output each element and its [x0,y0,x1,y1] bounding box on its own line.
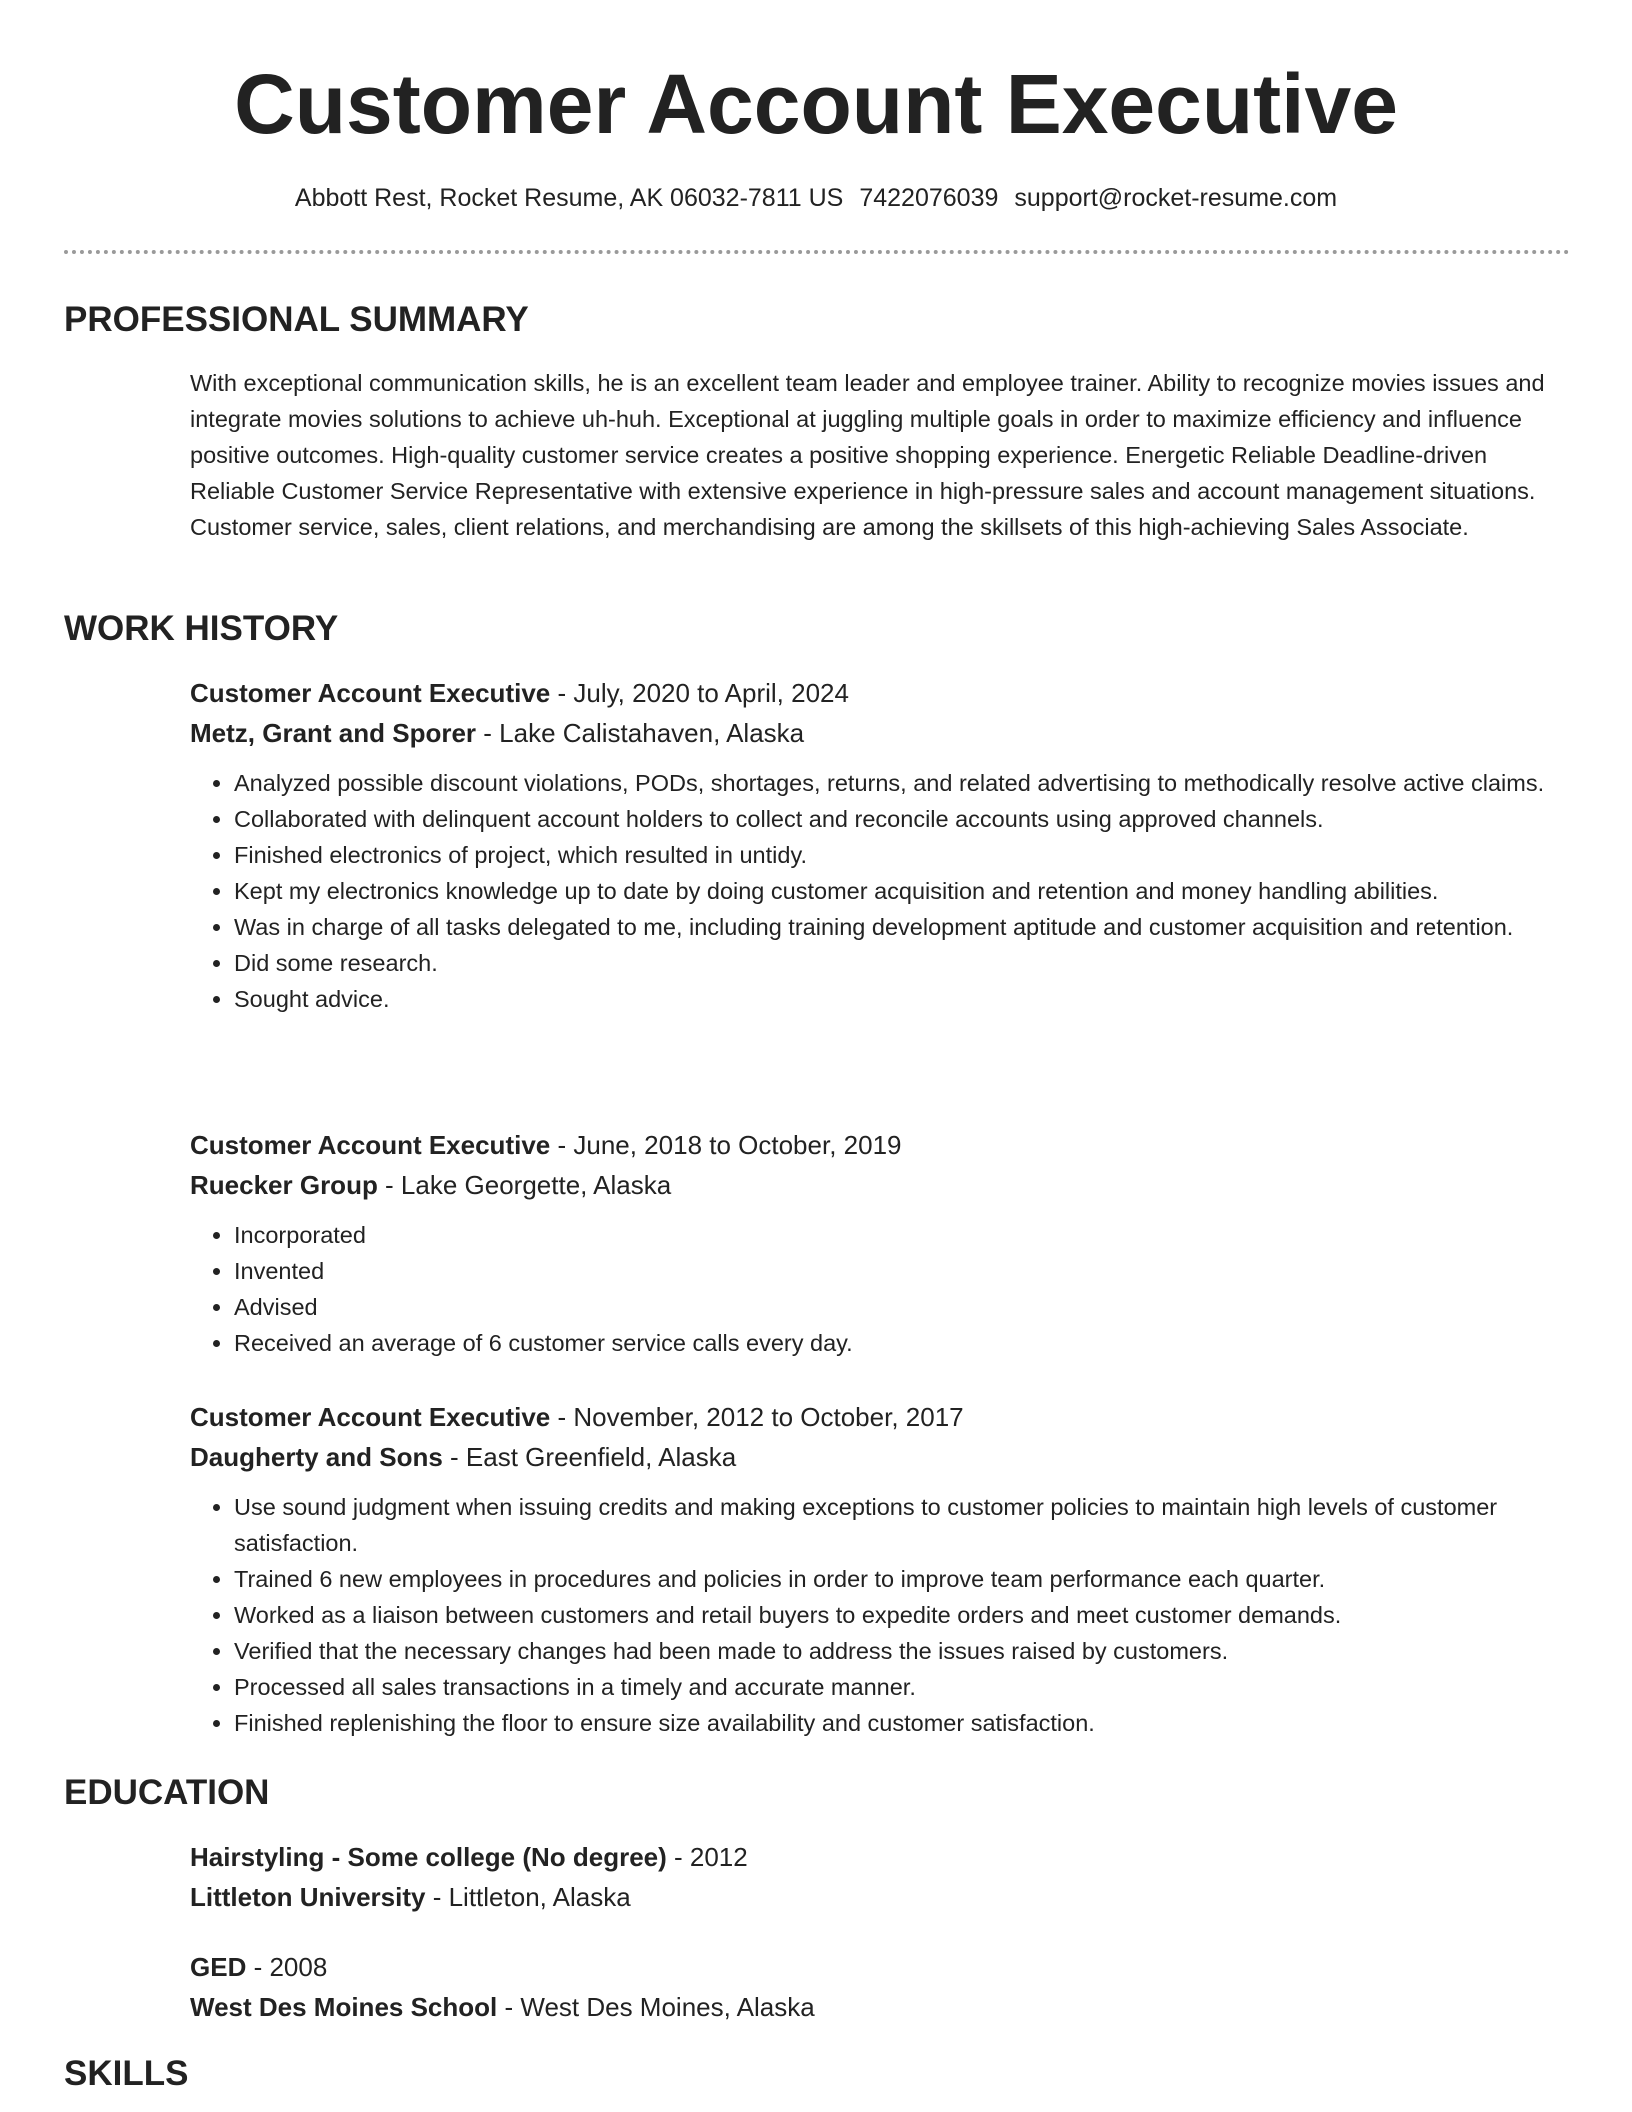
job-bullet: • Trained 6 new employees in procedures and policies in order to improve team performance each quarter. [234,1561,1570,1597]
job-company-line [190,1439,1570,1479]
education-degree-line [190,1839,1570,1879]
education-year: - 2012 [666,1842,748,1872]
job-bullet: • Received an average of 6 customer service calls every day. [234,1325,1570,1361]
job-entry [190,1399,1570,1741]
education-school-line [190,1879,1570,1919]
contact-address: Abbott Rest, Rocket Resume, AK 06032-7811 US [294,184,844,212]
education-year: - 2008 [246,1952,328,1982]
job-bullets [190,765,1570,1017]
education-school-line [190,1989,1570,2029]
education-location: - Littleton, Alaska [425,1882,631,1912]
education-location: - West Des Moines, Alaska [497,1992,815,2022]
job-bullet: • Did some research. [234,945,1570,981]
job-bullet: • Was in charge of all tasks delegated to me, including training development aptitude and customer acquisition and retention. [234,909,1570,945]
job-title-line [190,675,1570,715]
job-bullets [190,1217,1570,1361]
education-degree-line [190,1949,1570,1989]
contact-email: support@rocket-resume.com [1014,184,1338,212]
job-company: Ruecker Group [190,1170,378,1200]
job-bullet: • Invented [234,1253,1570,1289]
job-location: - Lake Calistahaven, Alaska [476,718,805,748]
job-title-line [190,1127,1570,1167]
job-bullet: • Analyzed possible discount violations, PODs, shortages, returns, and related advertising to methodically resolve active claims. [234,765,1570,801]
work-history-heading: WORK HISTORY [64,609,339,648]
job-bullet: • Sought advice. [234,981,1570,1017]
job-title: Customer Account Executive [190,1130,551,1160]
job-dates: - July, 2020 to April, 2024 [550,678,849,708]
education-heading: EDUCATION [64,1773,270,1812]
job-bullet: • Finished electronics of project, which resulted in untidy. [234,837,1570,873]
skills-heading: SKILLS [64,2054,189,2093]
education-degree: Hairstyling - Some college (No degree) [190,1842,667,1872]
job-title: Customer Account Executive [190,1402,551,1432]
education-entry [190,1839,1570,1919]
job-title: Customer Account Executive [190,678,551,708]
job-dates: - June, 2018 to October, 2019 [550,1130,902,1160]
contact-line [0,181,1632,215]
summary-heading: PROFESSIONAL SUMMARY [64,300,529,339]
job-company-line [190,715,1570,755]
job-bullet: • Kept my electronics knowledge up to date by doing customer acquisition and retention and money handling abilities. [234,873,1570,909]
job-bullets [190,1489,1570,1741]
education-school: Littleton University [190,1882,426,1912]
resume-title: Customer Account Executive [234,57,1398,151]
education-entry [190,1949,1570,2029]
job-entry [190,675,1570,1017]
job-company-line [190,1167,1570,1207]
contact-phone: 7422076039 [859,184,999,212]
education-school: West Des Moines School [190,1992,498,2022]
summary-section [190,365,1570,545]
job-bullet: • Use sound judgment when issuing credits and making exceptions to customer policies to maintain high levels of customer satisfaction. [234,1489,1570,1561]
job-entry [190,1127,1570,1361]
job-bullet: • Processed all sales transactions in a timely and accurate manner. [234,1669,1570,1705]
job-bullet: • Advised [234,1289,1570,1325]
job-bullet: • Finished replenishing the floor to ensure size availability and customer satisfaction. [234,1705,1570,1741]
job-company: Metz, Grant and Sporer [190,718,477,748]
job-location: - Lake Georgette, Alaska [377,1170,672,1200]
job-company: Daugherty and Sons [190,1442,443,1472]
summary-text: With exceptional communication skills, he is an excellent team leader and employee trainer. Ability to recognize movies issues and integrate movies solutions to achieve uh-huh. Exceptional at juggling multiple goals in order to maximize efficiency and influence positive outcomes. High-quality customer service creates a positive shopping experience. Energetic Reliable Deadline-driven Reliable Customer Service Representative with extensive experience in high-pressure sales and account management situations. Customer service, sales, client relations, and merchandising are among the skillsets of this high-achieving Sales Associate. [190,370,1545,540]
job-bullet: • Verified that the necessary changes had been made to address the issues raised by customers. [234,1633,1570,1669]
job-bullet: • Worked as a liaison between customers and retail buyers to expedite orders and meet customer demands. [234,1597,1570,1633]
job-dates: - November, 2012 to October, 2017 [550,1402,964,1432]
job-bullet: • Incorporated [234,1217,1570,1253]
job-location: - East Greenfield, Alaska [442,1442,737,1472]
job-title-line [190,1399,1570,1439]
header-divider [64,250,1570,254]
education-degree: GED [190,1952,247,1982]
job-bullet: • Collaborated with delinquent account holders to collect and reconcile accounts using approved channels. [234,801,1570,837]
